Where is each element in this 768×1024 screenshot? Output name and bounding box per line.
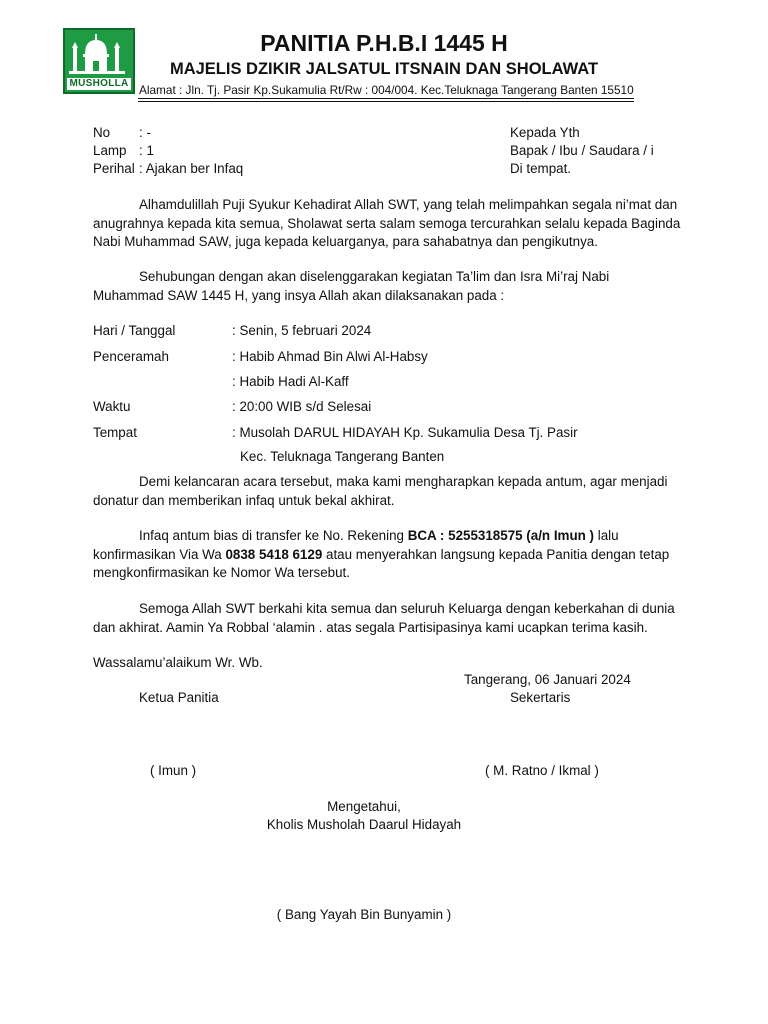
- no-value: : -: [139, 125, 151, 140]
- tempat-value-2: Kec. Teluknaga Tangerang Banten: [240, 449, 445, 464]
- bank-account: BCA : 5255318575 (a/n Imun ): [407, 528, 595, 543]
- no-label: No: [93, 125, 111, 140]
- transfer-text-a: Infaq antum bias di transfer ke No. Rekening: [139, 528, 408, 543]
- perihal-value: : Ajakan ber Infaq: [139, 161, 244, 176]
- closing-greeting: Wassalamu’alaikum Wr. Wb.: [93, 655, 263, 670]
- waktu-label: Waktu: [93, 399, 131, 414]
- waktu-value: : 20:00 WIB s/d Selesai: [232, 399, 372, 414]
- whatsapp-number: 0838 5418 6129: [225, 546, 323, 562]
- lamp-value: : 1: [139, 143, 154, 158]
- recipient-line-3: Di tempat.: [510, 161, 572, 176]
- letterhead-address: Alamat : Jln. Tj. Pasir Kp.Sukamulia Rt/Rw : 004/004. Kec.Teluknaga Tangerang Banten 15510: [139, 83, 634, 97]
- perihal-label: Perihal: [93, 161, 135, 176]
- letterhead-title: PANITIA P.H.B.I 1445 H: [260, 30, 508, 56]
- hari-value: : Senin, 5 februari 2024: [232, 323, 372, 338]
- paragraph-transfer: [93, 527, 683, 583]
- acknowledge-role: Kholis Musholah Daarul Hidayah: [266, 817, 462, 832]
- header-divider: [138, 98, 634, 99]
- recipient-line-2: Bapak / Ibu / Saudara / i: [510, 143, 654, 158]
- lamp-label: Lamp: [93, 143, 127, 158]
- paragraph-request: Demi kelancaran acara tersebut, maka kami mengharapkan kepada antum, agar menjadi donatur dan memberikan infaq untuk bekal akhirat.: [93, 474, 668, 508]
- tempat-label: Tempat: [93, 425, 137, 440]
- left-signatory-name: ( Imun ): [150, 763, 197, 778]
- transfer-text-b: lalu konfirmasikan Via Wa: [93, 528, 619, 562]
- logo-caption: MUSHOLLA: [67, 78, 131, 90]
- penceramah-value-2: : Habib Hadi Al-Kaff: [232, 374, 349, 389]
- recipient-line-1: Kepada Yth: [510, 125, 580, 140]
- acknowledge-label: Mengetahui,: [327, 799, 401, 814]
- penceramah-value-1: : Habib Ahmad Bin Alwi Al-Habsy: [232, 349, 428, 364]
- place-date: Tangerang, 06 Januari 2024: [464, 672, 631, 687]
- letterhead-subtitle: MAJELIS DZIKIR JALSATUL ITSNAIN DAN SHOLAWAT: [169, 60, 599, 78]
- hari-label: Hari / Tanggal: [93, 323, 176, 338]
- tempat-value-1: : Musolah DARUL HIDAYAH Kp. Sukamulia Desa Tj. Pasir: [232, 425, 578, 440]
- transfer-text-c: atau menyerahkan langsung kepada Panitia dengan tetap mengkonfirmasikan ke Nomor Wa tersebut.: [93, 546, 670, 580]
- paragraph-blessing: Semoga Allah SWT berkahi kita semua dan seluruh Keluarga dengan keberkahan di dunia dan akhirat. Aamin Ya Robbal ‘alamin . atas segala Partisipasinya kami ucapkan terima kasih.: [93, 601, 675, 635]
- paragraph-announcement: Sehubungan dengan akan diselenggarakan kegiatan Ta’lim dan Isra Mi’raj Nabi Muhammad SAW 1445 H, yang insya Allah akan dilaksanakan pada :: [93, 269, 610, 303]
- header-divider-thin: [138, 101, 634, 102]
- acknowledge-name: ( Bang Yayah Bin Bunyamin ): [276, 907, 452, 922]
- penceramah-label: Penceramah: [93, 349, 169, 364]
- left-signatory-role: Ketua Panitia: [139, 690, 219, 705]
- right-signatory-name: ( M. Ratno / Ikmal ): [485, 763, 599, 778]
- paragraph-opening: Alhamdulillah Puji Syukur Kehadirat Allah SWT, yang telah melimpahkan segala ni’mat dan anugrahnya kepada kita semua, Sholawat serta salam semoga tercurahkan selalu kepada Baginda Nabi Muhammad SAW, juga kepada keluarganya, para sahabatnya dan pengikutnya.: [93, 197, 681, 249]
- right-signatory-role: Sekertaris: [510, 690, 571, 705]
